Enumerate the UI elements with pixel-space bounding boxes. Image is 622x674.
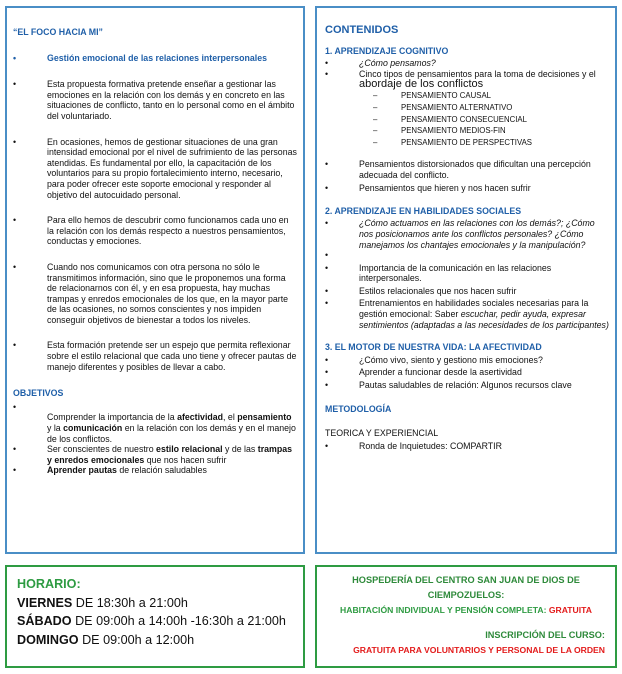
intro-paragraph (13, 137, 297, 201)
methodology-type: TEORICA Y EXPERIENCIAL (325, 428, 439, 439)
bullet: • (325, 158, 329, 169)
venue-box (315, 565, 617, 668)
list-item (325, 250, 609, 261)
sub-item: – PENSAMIENTO DE PERSPECTIVAS (373, 138, 532, 148)
list-item: • Pautas saludables de relación: Algunos recursos clave (325, 380, 572, 391)
schedule-row: VIERNES DE 18:30h a 21:00h (17, 595, 188, 610)
venue-title: CIEMPOZUELOS: (427, 590, 505, 600)
bullet: • (325, 68, 329, 79)
bullet: • (325, 58, 329, 69)
signup-heading: INSCRIPCIÓN DEL CURSO: (485, 630, 605, 640)
section-heading-cognitive: 1. APRENDIZAJE COGNITIVO (325, 45, 449, 56)
schedule-heading: HORARIO: (17, 577, 81, 591)
schedule-box (5, 565, 305, 668)
bullet: • (13, 340, 17, 351)
bullet: • (13, 465, 17, 476)
sub-item: – PENSAMIENTO CAUSAL (373, 90, 491, 100)
list-item: • Pensamientos distorsionados que dificultan una percepción adecuada del conflicto. (325, 158, 591, 180)
dash: – (373, 126, 378, 136)
list-item: • Cinco tipos de pensamientos para la toma de decisiones y el abordaje de los conflictos (325, 68, 596, 91)
intro-panel (5, 6, 305, 554)
list-item: • ¿Cómo actuamos en las relaciones con los demás?; ¿Cómo nos posicionamos ante los conflictos personales? ¿Cómo manejamos los chantajes emocionales y la manipulación? (325, 218, 595, 250)
bullet: • (325, 218, 329, 229)
dash: – (373, 114, 378, 124)
objective-item (13, 465, 297, 476)
sub-item: – PENSAMIENTO MEDIOS-FIN (373, 126, 506, 136)
schedule-row: SÁBADO DE 09:00h a 14:00h -16:30h a 21:00h (17, 614, 286, 628)
intro-paragraph (13, 262, 297, 326)
bullet: • (325, 262, 329, 273)
intro-paragraph (13, 340, 297, 372)
objective-text: Comprender la importancia de la afectividad, el pensamiento y la comunicación en la relación con los demás y en el manejo de los conflictos. (47, 412, 296, 444)
list-item: • Ronda de Inquietudes: COMPARTIR (325, 440, 502, 451)
paragraph-text: Cuando nos comunicamos con otra persona no sólo le transmitimos información, sino que le proponemos una forma de relacionarnos con él, y en esa propuesta, hay muchas trampas y enredos emocionales de los que, en la mayor parte de las ocasiones, no somos conscientes y nos impiden conseguir objetivos de bienestar a todos los niveles. (47, 261, 289, 325)
dash: – (373, 90, 378, 100)
dash: – (373, 138, 378, 148)
objective-text: Ser conscientes de nuestro estilo relacional y de las trampas y enredos emocionales que nos hacen sufrir (47, 444, 292, 465)
objective-text: Aprender pautas de relación saludables (47, 465, 207, 476)
bullet: • (325, 380, 329, 391)
contents-panel (315, 6, 617, 554)
schedule-row: DOMINGO DE 09:00h a 12:00h (17, 632, 195, 647)
bullet: • (13, 215, 17, 226)
paragraph-text: Esta formación pretende ser un espejo que permita reflexionar sobre el estilo relacional que cada uno tiene y ofrecer pautas de manejo diferentes y posibles de llevar a cabo. (47, 340, 297, 372)
objective-item (13, 444, 297, 465)
section-heading-social-skills: 2. APRENDIZAJE EN HABILIDADES SOCIALES (325, 205, 522, 216)
objectives-heading: OBJETIVOS (13, 388, 64, 399)
list-item: • ¿Cómo pensamos? (325, 58, 436, 69)
list-item: • Aprender a funcionar desde la asertividad (325, 367, 522, 378)
list-item: • Estilos relacionales que nos hacen sufrir (325, 285, 517, 296)
signup-detail: GRATUITA PARA VOLUNTARIOS Y PERSONAL DE LA ORDEN (353, 645, 605, 655)
bullet: • (13, 136, 17, 147)
methodology-heading: METODOLOGÍA (325, 403, 392, 414)
bullet: • (325, 183, 329, 194)
course-title: “EL FOCO HACIA MI” (13, 27, 103, 37)
lodging-line: HABITACIÓN INDIVIDUAL Y PENSIÓN COMPLETA: GRATUITA (340, 605, 592, 615)
bullet: • (325, 367, 329, 378)
bullet: • (13, 79, 17, 90)
course-subtitle-row (13, 53, 297, 64)
objective-item (13, 412, 297, 444)
bullet: • (325, 285, 329, 296)
list-item: • Pensamientos que hieren y nos hacen sufrir (325, 183, 531, 194)
paragraph-text: Esta propuesta formativa pretende enseñar a gestionar las emociones en la relación con los demás y en concreto en las situaciones de conflicto, tanto en lo personal como en el ámbito del voluntariado. (47, 79, 295, 121)
bullet: • (325, 250, 329, 261)
intro-paragraph (13, 215, 297, 247)
bullet: • (325, 354, 329, 365)
bullet: • (13, 52, 17, 63)
paragraph-text: Para ello hemos de descubrir como funcionamos cada uno en la relación con los demás respecto a nuestros pensamientos, conductas y emociones. (47, 215, 289, 247)
bullet: • (13, 401, 17, 412)
bullet: • (325, 440, 329, 451)
list-item: • Entrenamientos en habilidades sociales necesarias para la gestión emocional: Saber escuchar, pedir ayuda, expresar sentimientos (adaptadas a las necesidades de los participantes) (325, 298, 609, 330)
bullet: • (13, 444, 17, 455)
dash: – (373, 102, 378, 112)
intro-paragraph (13, 79, 297, 121)
sub-item: – PENSAMIENTO ALTERNATIVO (373, 102, 513, 112)
paragraph-text: En ocasiones, hemos de gestionar situaciones de una gran intensidad emocional por el nivel de sufrimiento de las personas atendidas. Es fundamental por ello, la capacitación de los voluntarios para su propio fortalecimiento interno, necesario, para poder ofrecer este soporte emocional y responder al objetivo del autocuidado personal. (47, 136, 297, 200)
bullet: • (13, 261, 17, 272)
list-item: • ¿Cómo vivo, siento y gestiono mis emociones? (325, 354, 543, 365)
course-subtitle: Gestión emocional de las relaciones interpersonales (47, 52, 268, 63)
section-heading-affectivity: 3. EL MOTOR DE NUESTRA VIDA: LA AFECTIVIDAD (325, 342, 542, 353)
venue-title: HOSPEDERÍA DEL CENTRO SAN JUAN DE DIOS DE (352, 575, 580, 585)
contents-heading: CONTENIDOS (325, 24, 399, 36)
sub-item: – PENSAMIENTO CONSECUENCIAL (373, 114, 527, 124)
bullet: • (325, 298, 329, 309)
list-item: • Importancia de la comunicación en las relaciones interpersonales. (325, 262, 552, 284)
